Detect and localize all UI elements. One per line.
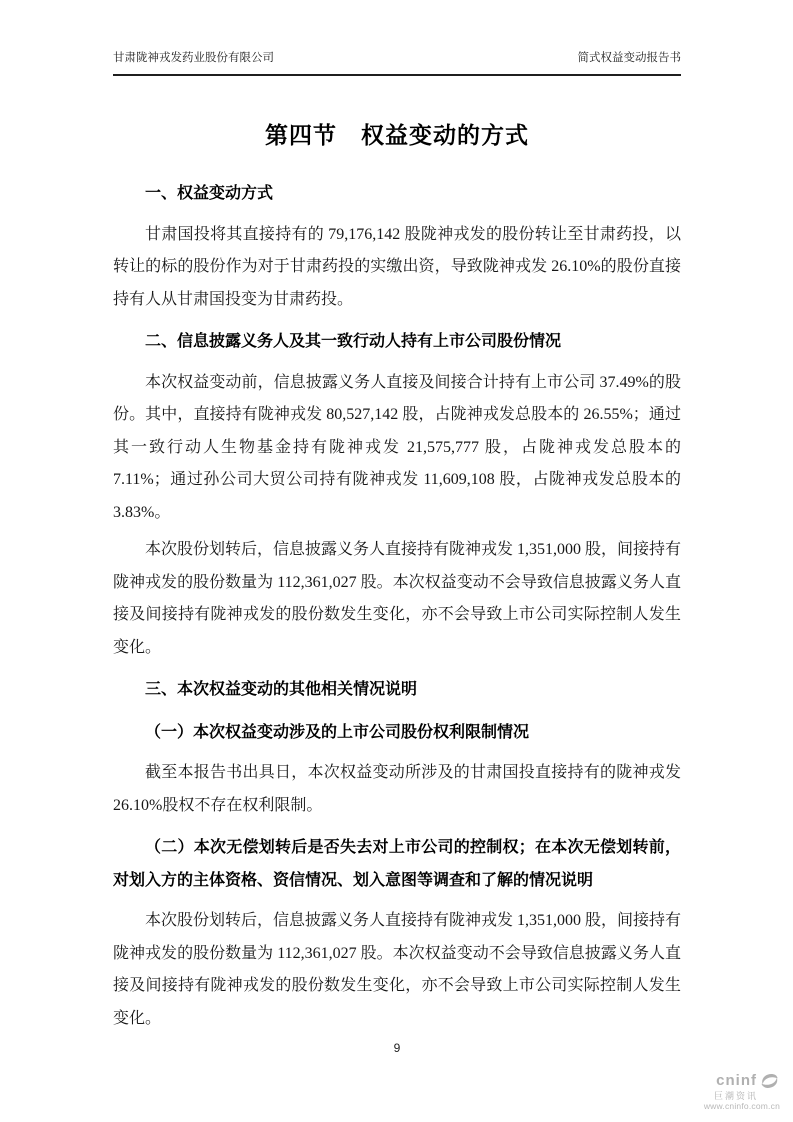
page-number: 9 xyxy=(393,1041,401,1055)
subheading-control-right: （二）本次无偿划转后是否失去对上市公司的控制权；在本次无偿划转前，对划入方的主体资格、资信情况、划入意图等调查和了解的情况说明 xyxy=(113,839,681,889)
paragraph-shareholding-after: 本次股份划转后，信息披露义务人直接持有陇神戎发 1,351,000 股，间接持有陇神戎发的股份数量为 112,361,027 股。本次权益变动不会导致信息披露义务人直接及间接持有陇神戎发的股份数发生变化，亦不会导致上市公司实际控制人发生变化。 xyxy=(113,541,682,656)
paragraph-control-right: 本次股份划转后，信息披露义务人直接持有陇神戎发 1,351,000 股，间接持有陇神戎发的股份数量为 112,361,027 股。本次权益变动不会导致信息披露义务人直接及间接持有陇神戎发的股份数发生变化，亦不会导致上市公司实际控制人发生变化。 xyxy=(113,912,682,1027)
cninfo-chinese-name: 巨潮资讯 xyxy=(713,1090,758,1101)
chapter-title: 第四节 权益变动的方式 xyxy=(265,122,529,148)
paragraph-rights-restriction: 截至本报告书出具日，本次权益变动所涉及的甘肃国投直接持有的陇神戎发 26.10%股权不存在权利限制。 xyxy=(113,764,681,814)
header-doc-type: 简式权益变动报告书 xyxy=(577,52,681,64)
subheading-rights-restriction: （一）本次权益变动涉及的上市公司股份权利限制情况 xyxy=(145,723,530,741)
cninfo-logo-top xyxy=(716,1072,780,1090)
heading-equity-change-method: 一、权益变动方式 xyxy=(145,185,274,202)
paragraph-shareholding-before: 本次权益变动前，信息披露义务人直接及间接合计持有上市公司 37.49%的股份。其中，直接持有陇神戎发 80,527,142 股，占陇神戎发总股本的 26.55%；通过其一致行动人生物基金持有陇神戎发 21,575,777 股，占陇神戎发总股本的 7.11%；通过孙公司大贸公司持有陇神戎发 11,609,108 股，占陇神戎发总股本的 3.83%。 xyxy=(113,373,681,521)
heading-shareholding-info: 二、信息披露义务人及其一致行动人持有上市公司股份情况 xyxy=(145,333,562,350)
paragraph-equity-change-method: 甘肃国投将其直接持有的 79,176,142 股陇神戎发的股份转让至甘肃药投，以转让的标的股份作为对于甘肃药投的实缴出资，导致陇神戎发 26.10%的股份直接持有人从甘肃国投变为甘肃药投。 xyxy=(113,225,681,308)
cninfo-url: www.cninfo.com.cn xyxy=(703,1101,780,1112)
cninfo-swirl-icon xyxy=(759,1072,780,1090)
header-company-name: 甘肃陇神戎发药业股份有限公司 xyxy=(113,52,274,64)
cninfo-brand-text: cninf xyxy=(716,1072,757,1090)
page-header xyxy=(113,50,681,76)
cninfo-logo xyxy=(704,1072,780,1112)
heading-other-related-info: 三、本次权益变动的其他相关情况说明 xyxy=(145,681,418,698)
